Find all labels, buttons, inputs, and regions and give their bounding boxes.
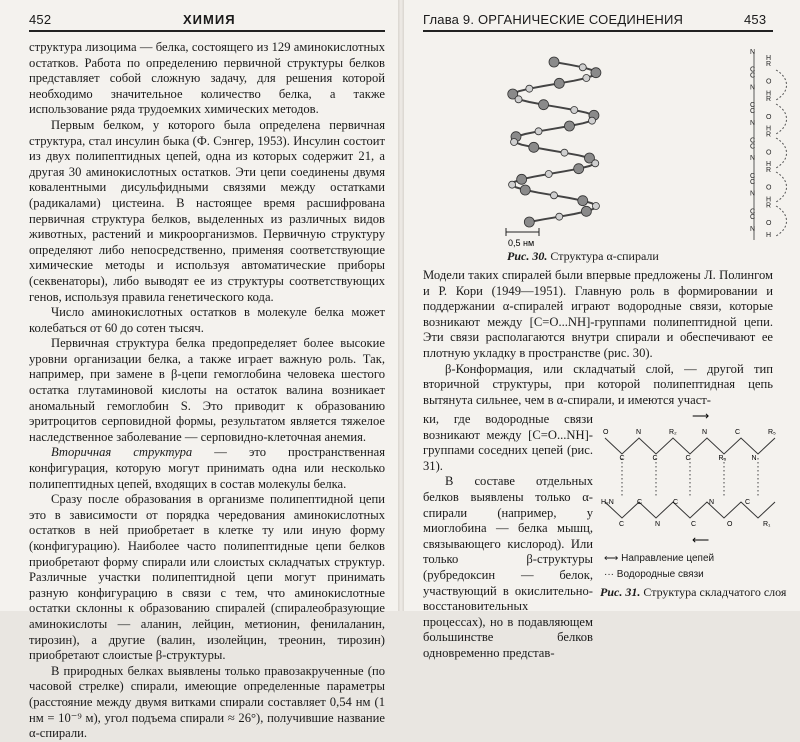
beta-sheet-figure [597, 408, 787, 548]
paragraph-secondary-structure [29, 445, 385, 492]
atom-label: N [709, 499, 715, 506]
fig30-caption [507, 249, 659, 264]
sheet-chains [601, 409, 776, 547]
atom-label: O [603, 429, 609, 436]
atom-label: C [745, 499, 751, 506]
atom-label: H [766, 196, 772, 204]
atom-ball [591, 68, 601, 78]
atom-ball [539, 100, 549, 110]
fig30-label: Рис. 30. [507, 249, 548, 263]
atom-ball [535, 128, 542, 135]
paragraph: Число аминокислотных остатков в молекуле белка может колебаться от 60 до сотен тысяч. [29, 305, 385, 335]
paragraph: Сразу после образования в организме полипептидной цепи это в зависимости от порядка чередования аминокислотных остатков в ней приобретает в клетке ту или иную форму (конфигурацию). Наиболее часто полипептидные цепи белков приобретают форму спирали или слоистых складчатых структур. Различные участки полипептидной цепи могут принимать разную конфигурацию в связи с тем, что аминокислотные остатки склонны к образованию спиралей (спиралеобразующие аминокислоты — аланин, лейцин, метионин, фенилаланин, тирозин), а другие (валин, изолейцин, треонин, тирозин) приобретают слоистые β-структуры. [29, 492, 385, 663]
atom-ball [592, 160, 599, 167]
paragraph: ки, где водородные связи возникают между [C=O...NH]-группами соседних цепей (рис. 31). [423, 412, 593, 473]
atom-label: R [766, 96, 772, 104]
fig30-text: Структура α-спирали [550, 249, 659, 263]
atom-ball [592, 203, 599, 210]
atom-label: O [766, 149, 772, 157]
atom-label: O [766, 78, 772, 86]
atom-ball [549, 57, 559, 67]
atom-ball [526, 85, 533, 92]
atom-label: R₅ [768, 429, 776, 436]
atom-label: R₁ [763, 521, 771, 528]
atom-label: R [766, 131, 772, 139]
atom-label: C [750, 214, 756, 222]
atom-label: O [727, 521, 733, 528]
scale-label: 0,5 нм [508, 238, 535, 248]
atom-label: C [735, 429, 741, 436]
atom-ball [509, 181, 516, 188]
paragraph: β-Конформация, или складчатый слой, — другой тип вторичной структуры, при которой полипептидная цепь вытянута сильнее, чем в α-спирали, и имеются участ- [423, 361, 773, 407]
atom-label: N [702, 429, 708, 436]
atom-ball [574, 164, 584, 174]
dots-icon: ··· [604, 569, 614, 580]
atom-ball [551, 192, 558, 199]
paragraph: Первичная структура белка предопределяет более высокие уровни организации белка, а также играет важную роль. Так, например, при замене в β-цепи гемоглобина человека шестого остатка глутаминовой кислоты на остаток валина возникает аномальный гемоглобин S. Это приводит к образованию эритроцитов серповидной формы, результатом является тяжелое наследственное заболевание — серповидно-клеточная анемия. [29, 336, 385, 444]
atom-label: N [750, 119, 756, 127]
fig31-caption [600, 585, 786, 600]
atom-label: C [619, 521, 625, 528]
atom-label: N [751, 455, 757, 462]
atom-ball [561, 149, 568, 156]
legend-hbonds [604, 569, 704, 580]
page-number-right: 453 [744, 12, 767, 27]
atom-ball [554, 78, 564, 88]
arrow-right-icon: ⟶ [692, 409, 710, 423]
left-page [0, 0, 398, 741]
atom-label: C [750, 102, 756, 110]
atom-label: R₃ [718, 455, 727, 462]
italic-term: Вторичная структура [51, 445, 193, 460]
atom-ball [556, 213, 563, 220]
chain-formula [750, 49, 787, 240]
atom-label: C [750, 172, 756, 180]
paragraph: Модели таких спиралей были впервые предложены Л. Полингом и Р. Кори (1949—1951). Главную роль в формировании и поддержании α-спиралей играют водородные связи, которые возникают между [C=O...NH]-группами полипептидной цепи. Эти связи располагаются внутри спирали и обеспечивают ее плотную укладку в пространстве (рис. 30). [423, 268, 773, 360]
atom-ball [529, 142, 539, 152]
atom-label: H [766, 54, 772, 62]
atom-label: H [766, 231, 772, 239]
atom-label: C [673, 499, 679, 506]
peptide-chain [605, 438, 775, 454]
hydrogen-bond [776, 138, 787, 168]
atom-label: R [766, 202, 772, 210]
arrow-left-icon: ⟵ [692, 533, 710, 547]
atom-label: C [750, 208, 756, 216]
atom-ball [578, 196, 588, 206]
atom-label: C [750, 72, 756, 80]
fig31-label: Рис. 31. [600, 585, 641, 599]
atom-ball [589, 117, 596, 124]
atom-label: C [750, 108, 756, 115]
page-number-left: 452 [29, 12, 52, 27]
atom-label: N [636, 429, 642, 436]
atom-label: O [766, 184, 772, 192]
atom-label: H [766, 90, 772, 98]
atom-label: N [655, 521, 661, 528]
legend-direction-label: Направление цепей [621, 553, 715, 564]
atom-label: C [652, 455, 658, 462]
atom-label: C [685, 455, 691, 462]
arrow-icon: ⟷ [604, 553, 619, 564]
right-body-text [423, 268, 773, 408]
right-narrow-text [423, 412, 593, 662]
atom-label: H₂N [601, 499, 614, 506]
left-body-text [29, 40, 385, 742]
atom-label: R [766, 60, 772, 68]
atom-label: R₂ [669, 429, 677, 436]
atom-label: N [750, 155, 756, 163]
legend-direction [604, 553, 714, 564]
hydrogen-bond [776, 206, 787, 236]
atom-label: O [766, 220, 772, 228]
atom-ball [515, 96, 522, 103]
atom-label: H [766, 161, 772, 169]
atom-label: C [750, 143, 756, 151]
atom-label: C [750, 66, 756, 74]
atom-label: O [766, 113, 772, 121]
atom-label: C [637, 499, 643, 506]
atom-label: N [750, 84, 756, 92]
paragraph-rest: — это пространственная конфигурация, которую могут принимать одна или несколько полипептидных цепей, входящих в состав молекулы белка. [29, 445, 385, 491]
paragraph: В составе отдельных белков выявлены только α-спирали (например, у миоглобина — белка мышц, связывающего кислород). Или только β-структуры (рубредоксин — белок, участвующий в окислительно-восстановительных процессах), но в подавляющем большинстве белков одновременно представ- [423, 474, 593, 660]
running-head-left: ХИМИЯ [183, 12, 236, 27]
hydrogen-bond [776, 172, 787, 202]
right-page [404, 0, 800, 660]
atom-label: N [750, 190, 756, 198]
alpha-helix-figure [494, 40, 794, 248]
atom-label: C [750, 178, 756, 186]
atom-ball [545, 171, 552, 178]
atom-label: C [691, 521, 697, 528]
atom-ball [520, 185, 530, 195]
hydrogen-bond [776, 104, 787, 134]
atom-ball [517, 174, 527, 184]
paragraph: Первым белком, у которого была определена первичная структура, стал инсулин быка (Ф. Сэнгер, 1953). Инсулин состоит из двух полипептидных цепей, одна из которых содержит 21, а другая 30 аминокислотных остатков. Эти цепи соединены двумя ковалентными дисульфидными связями между остатками (радикалами) цистеина. В настоящее время расшифрована первичная структура белков, выделенных из различных видов животных, растений и микроорганизмов. Первичную структуру определяют либо непосредственно, применяя соответствующие химические методы и используя автоматические приборы (секвенаторы), либо выводят ее из структуры соответствующих генов, используя правила генетического кода. [29, 117, 385, 304]
atom-ball [581, 206, 591, 216]
atom-label: C [619, 455, 625, 462]
paragraph: структура лизоцима — белка, состоящего из 129 аминокислотных остатков. Работа по определению первичной структуры белков представляет собой сложную задачу, для решения которой необходимо значительное количество белка, а также использование ряда трудоемких химических методов. [29, 40, 385, 117]
atom-label: N [750, 49, 756, 56]
atom-label: R [766, 167, 772, 174]
atom-ball [511, 139, 518, 146]
header-rule-right [423, 30, 773, 32]
atom-ball [524, 217, 534, 227]
running-head-right: Глава 9. ОРГАНИЧЕСКИЕ СОЕДИНЕНИЯ [423, 12, 684, 27]
atom-ball [564, 121, 574, 131]
atom-label: H [766, 125, 772, 133]
atom-label: N [750, 226, 756, 233]
helix-backbone [508, 57, 601, 227]
paragraph: В природных белках выявлены только правозакрученные (по часовой стрелке) спирали, имеющие определенные параметры (расстояние между двумя витками спирали составляет 0,54 нм (1 нм = 10⁻⁹ м), угол подъема спирали ≈ 26°), получившие название α-спирали. [29, 663, 385, 741]
hydrogen-bond [776, 70, 787, 100]
atom-label: C [750, 137, 756, 145]
atom-ball [571, 107, 578, 114]
atom-ball [583, 75, 590, 82]
legend-hbonds-label: Водородные связи [616, 569, 704, 580]
fig31-text: Структура складчатого слоя [643, 585, 787, 599]
header-rule-left [29, 30, 385, 32]
atom-ball [579, 64, 586, 71]
